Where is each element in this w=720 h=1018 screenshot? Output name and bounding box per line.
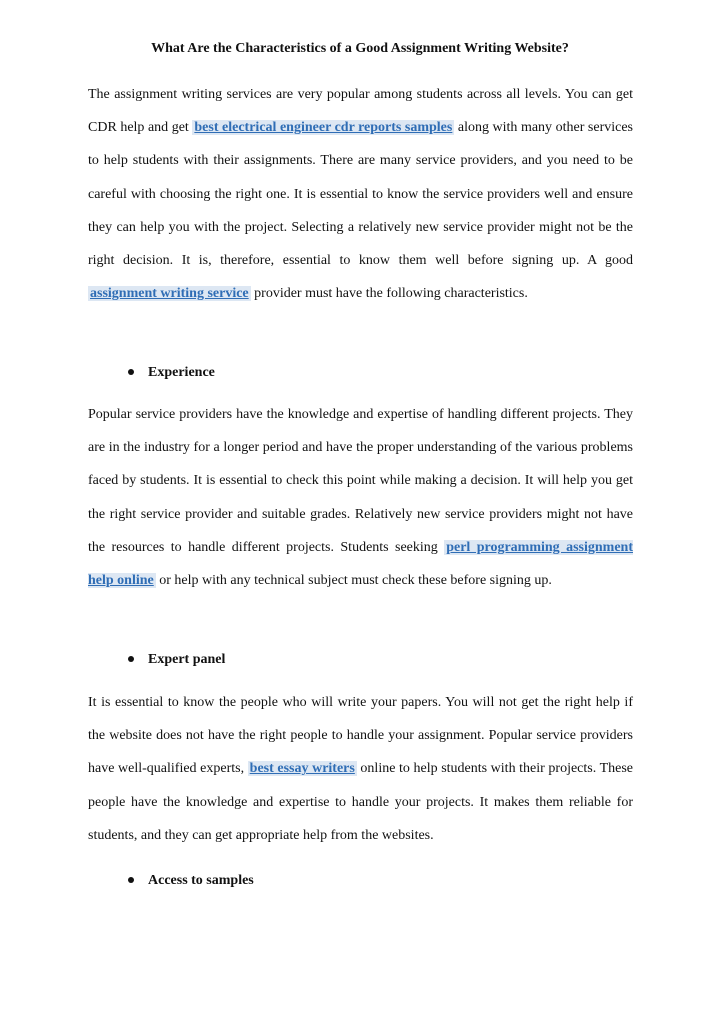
cdr-samples-link[interactable]: best electrical engineer cdr reports samples	[194, 120, 453, 136]
bullet-icon	[128, 656, 134, 662]
section-heading-label: Experience	[148, 365, 215, 380]
perl-programming-help-link[interactable]: perl programming assignment help online	[88, 539, 633, 589]
expert-panel-text-1: It is essential to know the people who will write your papers. You will not get the right help if the website does not have the right people to handle your assignment. Popular service providers have well-qualified experts,	[88, 695, 633, 777]
document-title: What Are the Characteristics of a Good Assignment Writing Website?	[151, 41, 569, 56]
experience-text-1: Popular service providers have the knowledge and expertise of handling different projects. They are in the industry for a longer period and have the proper understanding of the various problems faced by students. It is essential to check this point while making a decision. It will help you get the right service provider and suitable grades. Relatively new service providers might not have the resources to handle different projects. Students seeking	[88, 407, 633, 555]
intro-text-2: along with many other services to help students with their assignments. There are many service providers, and you need to be careful with choosing the right one. It is essential to know the service providers well and ensure they can help you with the project. Selecting a relatively new service provider might not be the right decision. It is, therefore, essential to know them well before signing up. A good	[88, 120, 633, 269]
intro-text-1: The assignment writing services are very popular among students across all levels. You can get CDR help and get	[88, 87, 633, 136]
section-heading-label: Expert panel	[148, 652, 226, 667]
expert-panel-paragraph	[88, 686, 633, 852]
bullet-icon	[128, 369, 134, 375]
expert-panel-text-2: online to help students with their projects. These people have the knowledge and expertise to handle your projects. It makes them reliable for students, and they can get appropriate help from the websites.	[88, 761, 633, 843]
experience-paragraph	[88, 398, 633, 597]
section-heading-expert-panel	[128, 651, 225, 669]
intro-paragraph	[88, 78, 633, 310]
assignment-writing-service-link[interactable]: assignment writing service	[90, 286, 249, 302]
section-heading-experience	[128, 364, 215, 382]
best-essay-writers-link[interactable]: best essay writers	[249, 761, 355, 777]
section-heading-label: Access to samples	[148, 873, 254, 888]
intro-text-3: provider must have the following characteristics.	[250, 286, 528, 302]
bullet-icon	[128, 877, 134, 883]
section-heading-access-to-samples	[128, 872, 254, 890]
experience-text-2: or help with any technical subject must check these before signing up.	[155, 573, 552, 589]
